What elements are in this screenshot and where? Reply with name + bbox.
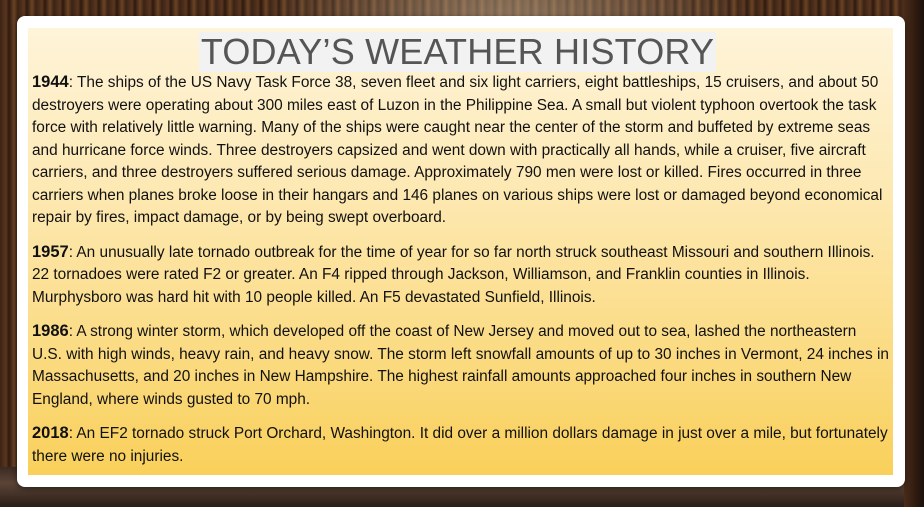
history-entries <box>32 71 889 468</box>
entry-year: 2018 <box>32 424 69 442</box>
entry-year: 1957 <box>32 242 69 261</box>
title-wrapper <box>32 28 889 71</box>
entry-text: : The ships of the US Navy Task Force 38, seven fleet and six light carriers, eight battleships, 15 cruisers, and about 50 destroyers were operating about 300 miles east of Luzon in the Philippine Sea. A small but violent typhoon overtook the task force with relatively little warning. Many of the ships were caught near the center of the storm and buffeted by extreme seas and hurricane force winds. Three destroyers capsized and went down with practically all hands, while a cruiser, five aircraft carriers, and three destroyers suffered serious damage. Approximately 790 men were lost or killed. Fires occurred in three carriers when planes broke loose in their hangars and 146 planes on various ships were lost or damaged beyond economical repair by fires, impact damage, or by being swept overboard. <box>32 74 883 226</box>
history-entry-1986 <box>32 320 889 411</box>
entry-year: 1944 <box>32 73 69 91</box>
entry-text: : An EF2 tornado struck Port Orchard, Washington. It did over a million dollars damage in just over a mile, but fortunately there were no injuries. <box>32 425 888 465</box>
entry-year: 1986 <box>32 322 69 340</box>
background-library-edge <box>904 0 924 507</box>
weather-history-card <box>17 16 905 487</box>
entry-text: : An unusually late tornado outbreak for the time of year for so far north struck southeast Missouri and southern Illinois. 22 tornadoes were rated F2 or greater. An F4 ripped through Jackson, Williamson, and Franklin counties in Illinois. Murphysboro was hard hit with 10 people killed. An F5 devastated Sunfield, Illinois. <box>32 243 875 306</box>
entry-text: : A strong winter storm, which developed off the coast of New Jersey and moved out to sea, lashed the northeastern U.S. with high winds, heavy rain, and heavy snow. The storm left snowfall amounts of up to 30 inches in Vermont, 24 inches in Massachusetts, and 20 inches in New Hampshire. The highest rainfall amounts approached four inches in southern New England, where winds gusted to 70 mph. <box>32 323 889 408</box>
page-title: TODAY’S WEATHER HISTORY <box>200 31 715 72</box>
weather-history-panel <box>28 28 893 475</box>
history-entry-1957 <box>32 241 889 310</box>
history-entry-2018 <box>32 422 889 468</box>
history-entry-1944 <box>32 71 889 230</box>
